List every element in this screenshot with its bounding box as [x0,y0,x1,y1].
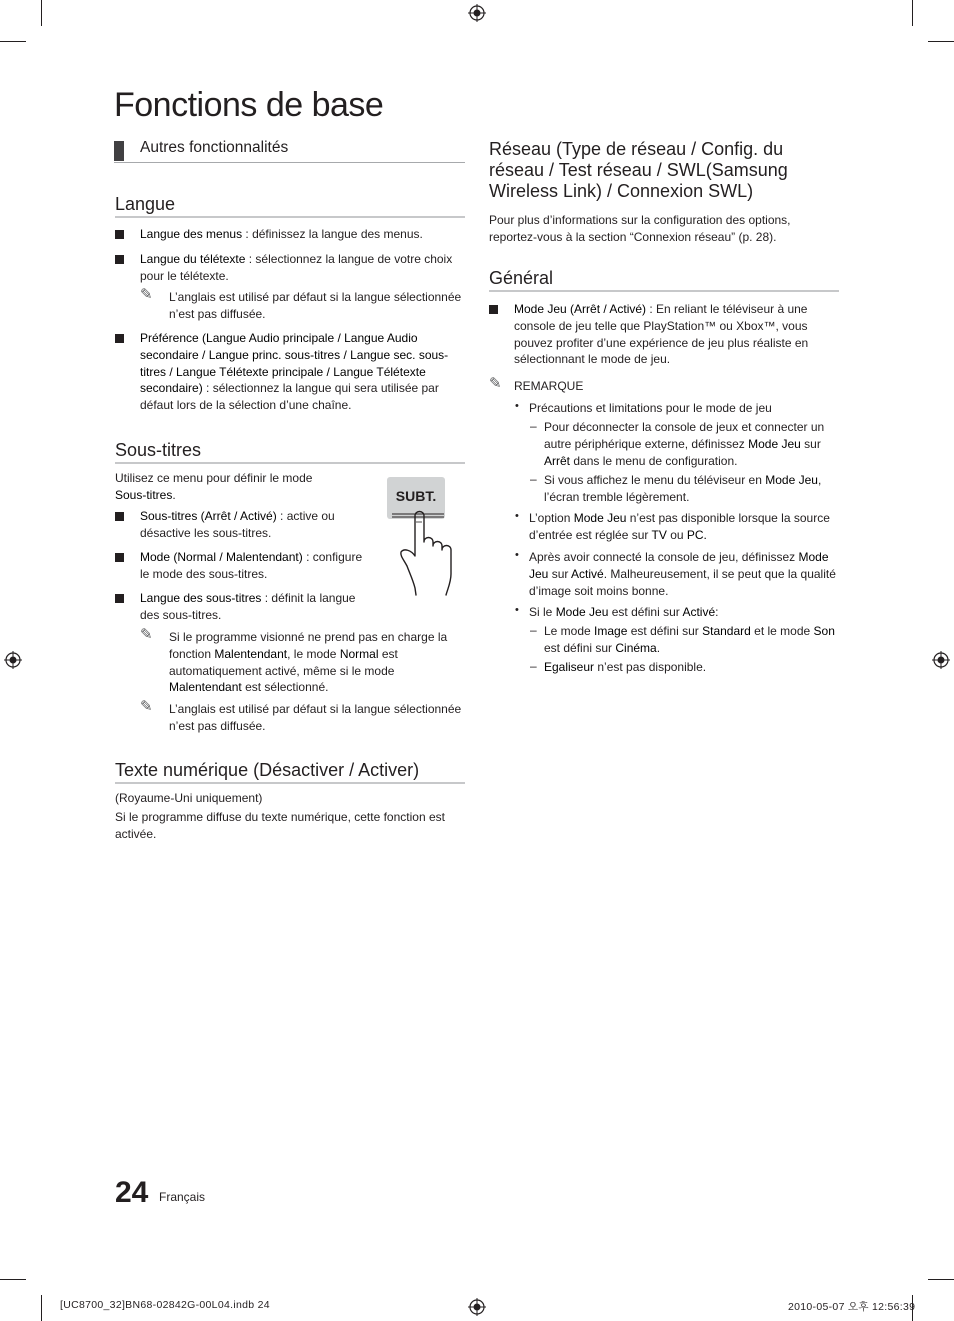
text: n’est pas disponible lorsque la source d’entrée est réglée sur [529,511,830,542]
soustitres-item [140,590,360,624]
text: L’option [529,511,574,525]
langue-item [140,226,465,243]
term: Son [813,624,835,638]
crop-mark [912,0,913,26]
soustitres-note [169,629,465,696]
text: Pour déconnecter la console de jeux et connecter un autre périphérique externe, définissez [544,420,825,451]
text: et le mode [750,624,814,638]
crop-mark [41,0,42,26]
langue-heading [115,194,465,218]
bullet-square-icon [115,230,124,239]
text: . Malheureusement, il se peut que la qualité d’image soit moins bonne. [529,566,836,598]
soustitres-heading [115,440,465,464]
registration-mark-icon [468,1298,486,1316]
general-heading-text: Général [489,268,554,288]
remarque-subitem [544,623,839,657]
term: Image [594,624,628,638]
item-desc: : configure le mode des sous-titres. [140,550,363,581]
term: Cinéma [615,640,657,655]
text: . [656,640,661,655]
slug-date: 2010-05-07 오후 12:56:39 [788,1301,916,1313]
reseau-heading: Réseau (Type de réseau / Config. du réseau / Test réseau / SWL(Samsung Wireless Link) / Connexion SWL) [489,139,788,201]
term: Mode Jeu [765,473,818,487]
text: ou [666,527,687,542]
bullet-square-icon [115,553,124,562]
section-tag [114,140,465,163]
langue-item [140,330,465,414]
text: Après avoir connecté la console de jeu, définissez [529,550,799,564]
note-pencil-icon: ✎ [489,375,502,392]
term: Mode Jeu [748,436,801,451]
remarque-label: REMARQUE [514,379,584,393]
text: Si vous affichez le menu du téléviseur en [544,473,766,487]
registration-mark-icon [4,651,22,669]
bullet-dot-icon: • [515,549,519,561]
item-desc: : sélectionnez la langue qui sera utilisée par défaut lors de la sélection d’une chaîne. [140,381,439,413]
item-term: Langue des menus [140,227,243,241]
bullet-square-icon [115,255,124,264]
soustitres-item [140,549,365,583]
text: Le mode [544,624,595,638]
item-desc: : En reliant le téléviseur à une console de jeu telle que PlayStation™ ou Xbox™, vous pouvez profiter d’une expérience de jeu plus réaliste en sélectionnant le mode de jeu. [514,302,809,367]
section-tag-bar [114,141,124,161]
bullet-square-icon [115,594,124,603]
remarque-subitem [544,659,836,676]
bullet-square-icon [115,512,124,521]
text: dans le menu de configuration. [570,453,738,468]
text: est automatiquement activé, même si le mode [169,646,398,678]
term: Sous-titres [115,487,173,502]
registration-mark-icon [468,4,486,22]
term: TV [651,527,667,542]
subt-button-label: SUBT. [395,488,437,504]
soustitres-item [140,508,362,542]
term: Normal [339,646,379,661]
texte-heading [115,760,465,784]
item-term: Sous-titres (Arrêt / Activé) [140,509,277,523]
item-term: Mode Jeu (Arrêt / Activé) [514,302,647,316]
section-tag-label: Autres fonctionnalités [140,139,289,156]
term: Egaliseur [544,660,595,674]
text: Si le [529,605,556,619]
text: est défini sur [544,640,616,655]
text: est défini sur [608,605,683,619]
remarque-bullet: Précautions et limitations pour le mode de jeu [529,401,772,415]
text: , le mode [287,646,340,661]
term: PC. [686,527,707,542]
crop-mark [928,41,954,42]
soustitres-heading-text: Sous-titres [115,440,202,460]
item-desc: : sélectionnez la langue de votre choix pour le télétexte. [140,252,453,283]
general-item [514,301,839,368]
langue-item [140,251,465,285]
term: Mode Jeu [555,605,609,619]
term: Malentendant [169,680,242,695]
text: sur [548,566,572,581]
texte-heading-text: Texte numérique (Désactiver / Activer) [115,760,420,780]
dash-icon: – [530,419,537,433]
text: . [172,487,176,502]
page-number: 24 [115,1176,149,1209]
general-heading [489,268,839,292]
note-pencil-icon: ✎ [140,698,153,715]
texte-line: (Royaume-Uni uniquement) [115,791,263,805]
soustitres-note: L’anglais est utilisé par défaut si la langue sélectionnée n’est pas diffusée. [169,702,462,733]
bullet-square-icon [115,334,124,343]
crop-mark [928,1279,954,1280]
crop-mark [0,1279,26,1280]
text: est sélectionné. [241,680,329,695]
soustitres-intro [115,470,347,504]
item-term: Langue du télétexte [140,252,246,266]
page-language: Français [159,1190,206,1204]
term: Mode Jeu [529,550,829,581]
term: Arrêt [544,453,571,468]
dash-icon: – [530,623,537,637]
text: Si le programme visionné ne prend pas en charge la fonction [169,630,448,661]
texte-line: Si le programme diffuse du texte numérique, cette fonction est activée. [115,810,445,841]
remarque-bullet [529,549,839,599]
remarque-subitem [544,419,836,469]
text: n’est pas disponible. [594,660,707,674]
dash-icon: – [530,659,537,673]
crop-mark [0,41,26,42]
item-term: Langue des sous-titres [140,591,262,605]
bullet-dot-icon: • [515,604,519,616]
term: Standard [702,624,751,638]
slug-file: [UC8700_32]BN68-02842G-00L04.indb 24 [60,1299,270,1311]
note-pencil-icon: ✎ [140,286,153,303]
remarque-subitem [544,472,836,506]
item-desc: : active ou désactive les sous-titres. [140,509,335,540]
text: sur [800,436,821,451]
bullet-dot-icon: • [515,510,519,522]
text: : [715,605,719,619]
remarque-bullet [529,604,839,621]
reseau-body: Pour plus d’informations sur la configuration des options, reportez-vous à la section “Connexion réseau” (p. 28). [489,213,791,244]
page-title: Fonctions de base [114,86,384,124]
crop-mark [41,1295,42,1321]
note-pencil-icon: ✎ [140,626,153,643]
bullet-square-icon [489,305,498,314]
hand-pointer-icon [388,502,468,598]
langue-heading-text: Langue [115,194,176,214]
bullet-dot-icon: • [515,400,519,412]
remarque-bullet [529,510,837,544]
langue-note: L’anglais est utilisé par défaut si la langue sélectionnée n’est pas diffusée. [169,290,462,321]
term: Activé [571,566,604,581]
term: Mode Jeu [573,511,627,525]
text: Utilisez ce menu pour définir le mode [115,471,313,485]
registration-mark-icon [932,651,950,669]
dash-icon: – [530,472,537,486]
text: , l’écran tremble légèrement. [544,473,822,504]
text: est défini sur [627,624,703,638]
term: Malentendant [214,646,288,661]
item-desc: : définissez la langue des menus. [242,227,423,241]
term: Activé [682,605,716,619]
item-term: Préférence (Langue Audio principale / Langue Audio secondaire / Langue princ. sous-titres / Langue sec. sous-titres / Langue Télétexte principale / Langue Télétexte secondaire) [140,331,449,396]
item-term: Mode (Normal / Malentendant) [140,550,303,564]
item-desc: : définit la langue des sous-titres. [140,591,356,622]
